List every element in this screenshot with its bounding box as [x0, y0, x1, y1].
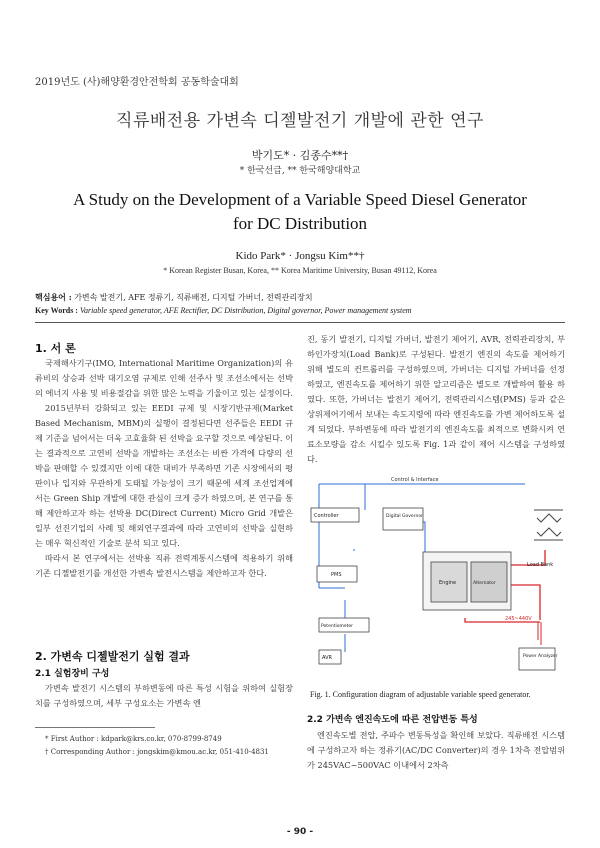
english-affiliation: * Korean Register Busan, Korea, ** Korea Maritime University, Busan 49112, Korea — [163, 266, 437, 275]
english-title-line2: for DC Distribution — [232, 214, 368, 233]
potentiometer-label: Potentiometer — [321, 624, 353, 629]
section1-paragraph: 2015년부터 강화되고 있는 EEDI 규제 및 시장기반규제(Market Based Mechanism, MBM)의 실행이 결정된다면 선주들은 EEDI 규제 기준을 넘어서는 더욱 고효율화 된 선박을 요구할 것으로 예상된다. 이는 결과적으로 고연비 선박을 개발하는 조선소는 비싼 가격에 다량의 선박을 판매할 수 있겠지만 이에 대한 대비가 부족하면 기존 시장에서의 평판이나 입지와 무관하게 도태될 가능성이 크기 때문에 세계 조선업계에서는 Green Ship 개발에 대한 관심이 크게 증가 하였으며, 본 연구를 통해 제안하고자 하는 선박용 DC(Direct Current) Micro Grid 개발은 일부 선진기업의 사례 및 해외연구결과에 따라 고연비의 선박을 실현하는 매우 혁신적인 기술로 분석 되고 있다. — [35, 403, 293, 548]
section1-body — [35, 356, 293, 581]
footnotes — [45, 733, 295, 759]
section1-heading: 1. 서 론 — [35, 342, 76, 355]
right-column-body — [307, 332, 565, 467]
korean-authors: 박기도* · 김종수**† — [251, 149, 349, 162]
footnote-first-author: * First Author : kdpark@krs.co.kr, 070-8799-8749 — [45, 735, 222, 743]
engine-label: Engine — [439, 580, 457, 586]
section21-paragraph: 가변속 발전기 시스템의 부하변동에 따른 특성 시험을 위하여 실험장치를 구성하였으며, 세부 구성요소는 가변속 엔 — [35, 683, 293, 708]
keywords-korean-label: 핵심용어 : — [35, 292, 72, 302]
section21-body — [35, 681, 293, 711]
voltage-label: 245~440V — [505, 616, 532, 622]
page-number: - 90 - — [286, 827, 314, 837]
section22-paragraph: 엔진속도별 전압, 주파수 변동특성을 확인해 보았다. 직류배전 시스템에 구성하고자 하는 정류기(AC/DC Converter)의 경우 1차측 전압범위가 245VAC~500VAC 이내에서 2차측 — [307, 730, 565, 770]
english-title-line1: A Study on the Development of a Variable Speed Diesel Generator — [73, 190, 527, 209]
power-analyzer-box — [519, 648, 555, 670]
section1-paragraph: 따라서 본 연구에서는 선박용 직류 전력계통시스템에 적용하기 위해 기존 디젤발전기를 개선한 가변속 발전시스템을 제안하고자 한다. — [35, 553, 293, 578]
section22-body — [307, 728, 565, 773]
english-authors: Kido Park* · Jongsu Kim**† — [235, 250, 365, 262]
load-bank-label: Load Bank — [527, 562, 554, 568]
configuration-diagram — [305, 470, 567, 680]
load-bank-resistor — [534, 510, 563, 540]
header-divider — [35, 322, 565, 323]
keywords-korean — [35, 292, 313, 303]
control-governor-line — [399, 522, 425, 602]
digital-governor-label: Digital Governor — [386, 514, 423, 519]
section2-heading: 2. 가변속 디젤발전기 실험 결과 — [35, 650, 190, 663]
conference-header: 2019년도 (사)해양환경안전학회 공동학술대회 — [35, 77, 239, 88]
controller-label: Controller — [314, 513, 339, 519]
korean-title: 직류배전용 가변속 디젤발전기 개발에 관한 연구 — [116, 111, 484, 131]
english-title — [40, 188, 560, 236]
footnote-corresponding-author: † Corresponding Author : jongskim@kmou.ac.kr, 051-410-4831 — [45, 748, 269, 756]
governor-box — [383, 508, 423, 530]
footnote-divider — [35, 727, 155, 728]
control-interface-label: Control & Interface — [391, 477, 439, 483]
section1-paragraph: 국제해사기구(IMO, International Maritime Organization)의 유류비의 상승과 선박 대기오염 규제로 인해 선주사 및 조선소에서는 선박의 에너지 사용 및 비용절감을 위한 많은 노력을 기울이고 있는 실정이다. — [35, 358, 293, 398]
right-paragraph: 진, 동기 발전기, 디지털 가버너, 발전기 제어기, AVR, 전력관리장치, 부하인가장치(Load Bank)로 구성된다. 발전기 엔진의 속도를 제어하기 위해 별도의 컨트롤러를 구성하였으며, 가버너는 디지털 가버너를 선정하였고, 엔진속도를 제어하기 위한 알고리즘은 별도로 개발하여 활용 하였다. 또한, 가버너는 발전기 제어기, 전력관리시스템(PMS) 등과 같은 상위제어기에서 보내는 속도지령에 따라 엔진속도를 가변 제어하도록 설계 되었다. 부하변동에 따라 발전기의 엔진속도를 최적으로 변화시켜 연료소모량을 감소 시킬수 있도록 Fig. 1과 같이 제어 시스템을 구성하였다. — [307, 334, 565, 464]
avr-label: AVR — [322, 655, 332, 661]
section21-heading: 2.1 실험장비 구성 — [35, 669, 110, 679]
keywords-english-text: Variable speed generator, AFE Rectifier, DC Distribution, Digital governor, Power management system — [79, 306, 412, 315]
pms-label: PMS — [331, 572, 342, 578]
keywords-korean-text: 가변속 발전기, AFE 정류기, 직류배전, 디지털 가버너, 전력관리장치 — [74, 293, 313, 302]
analyzer-feed-line — [538, 622, 541, 645]
korean-affiliation: * 한국선급, ** 한국해양대학교 — [239, 166, 361, 176]
keywords-english-label: Key Words : — [35, 306, 78, 315]
section22-heading: 2.2 가변속 엔진속도에 따른 전압변동 특성 — [307, 715, 478, 725]
figure-caption: Fig. 1. Configuration diagram of adjustable variable speed generator. — [310, 690, 531, 699]
alternator-label: Alternator — [473, 581, 496, 586]
power-analyzer-label: Power Analyzer — [523, 654, 558, 659]
keywords-english — [35, 306, 412, 315]
